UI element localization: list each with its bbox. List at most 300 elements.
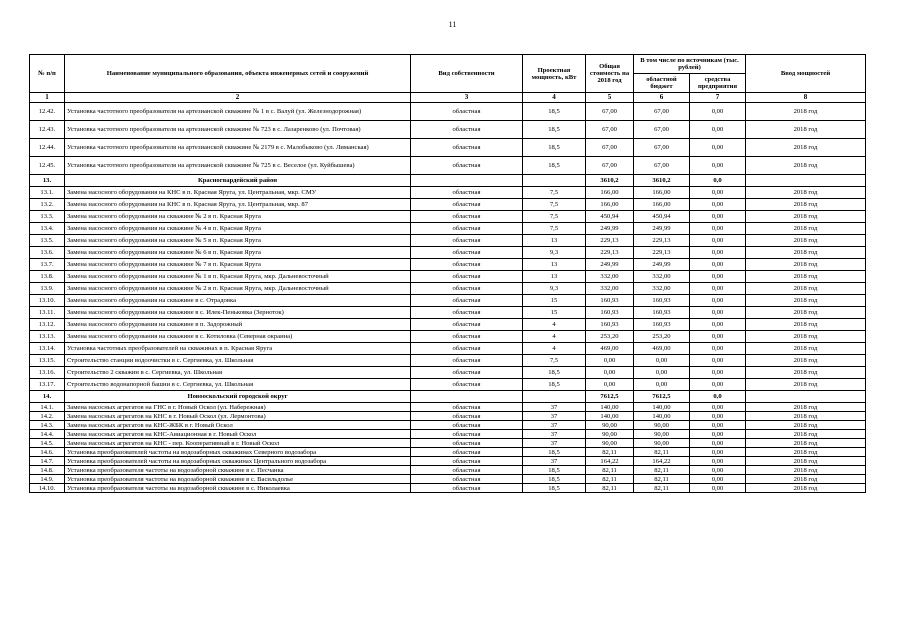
cell-budget: 82,11 [634, 448, 690, 457]
cell-power: 15 [523, 295, 586, 307]
header-budget: областной бюджет [634, 74, 690, 93]
cell-budget: 160,93 [634, 319, 690, 331]
cell-year: 2018 год [746, 103, 866, 121]
cell-year: 2018 год [746, 139, 866, 157]
cell-name: Замена насосного оборудования на скважине в с. Илек-Пеньковка (Зерноток) [65, 307, 411, 319]
cell-num: 13.1. [30, 187, 65, 199]
cell-num: 14.2. [30, 412, 65, 421]
cell-budget: 0,00 [634, 379, 690, 391]
table-row [30, 319, 866, 331]
cell-budget: 166,00 [634, 199, 690, 211]
cell-budget: 67,00 [634, 139, 690, 157]
cell-cost: 160,93 [586, 319, 634, 331]
cell-num: 14. [30, 391, 65, 403]
cell-year: 2018 год [746, 121, 866, 139]
cell-year: 2018 год [746, 331, 866, 343]
cell-own: 0,00 [690, 457, 746, 466]
cell-year: 2018 год [746, 430, 866, 439]
table-row [30, 187, 866, 199]
cell-own: 0,0 [690, 175, 746, 187]
cell-own: 0,00 [690, 223, 746, 235]
cell-cost: 253,20 [586, 331, 634, 343]
cell-budget: 90,00 [634, 439, 690, 448]
cell-budget: 0,00 [634, 367, 690, 379]
cell-num: 13.8. [30, 271, 65, 283]
table-body [30, 103, 866, 493]
column-number: 6 [634, 93, 690, 103]
cell-budget: 7612,5 [634, 391, 690, 403]
cell-cost: 82,11 [586, 475, 634, 484]
cell-name: Замена насосных агрегатов на КНС-ЖБК в г. Новый Оскол [65, 421, 411, 430]
cell-name: Установка преобразователя частоты на водозаборной скважине в с. Васильдолье [65, 475, 411, 484]
cell-owner: областная [411, 457, 523, 466]
table-row [30, 475, 866, 484]
cell-cost: 332,00 [586, 271, 634, 283]
cell-budget: 469,00 [634, 343, 690, 355]
cell-name: Установка частотного преобразователя на артезианской скважине № 723 в с. Лазаренково (ул. Почтовая) [65, 121, 411, 139]
cell-power: 13 [523, 271, 586, 283]
cell-own: 0,00 [690, 448, 746, 457]
cell-own: 0,00 [690, 283, 746, 295]
cell-name: Замена насосных агрегатов на ГНС в г. Новый Оскол (ул. Набережная) [65, 403, 411, 412]
table-row [30, 235, 866, 247]
cell-year: 2018 год [746, 283, 866, 295]
cell-year: 2018 год [746, 448, 866, 457]
cell-cost: 3610,2 [586, 175, 634, 187]
cell-name: Замена насосного оборудования на скважине № 1 в п. Красная Яруга, мкр. Дальневосточный [65, 271, 411, 283]
cell-budget: 67,00 [634, 103, 690, 121]
cell-num: 13.9. [30, 283, 65, 295]
cell-owner: областная [411, 223, 523, 235]
column-numbers-row [30, 93, 866, 103]
cell-name: Установка частотного преобразователя на артезианской скважине № 2179 в с. Малобыково (ул. Лиманская) [65, 139, 411, 157]
cell-own: 0,00 [690, 412, 746, 421]
cell-owner: областная [411, 448, 523, 457]
cell-budget: 90,00 [634, 421, 690, 430]
column-number: 4 [523, 93, 586, 103]
cell-budget: 229,13 [634, 235, 690, 247]
cell-year: 2018 год [746, 367, 866, 379]
cell-name: Замена насосного оборудования на скважине № 4 в п. Красная Яруга [65, 223, 411, 235]
cell-own: 0,00 [690, 319, 746, 331]
cell-budget: 82,11 [634, 475, 690, 484]
table-row [30, 430, 866, 439]
cell-owner: областная [411, 259, 523, 271]
cell-budget: 0,00 [634, 355, 690, 367]
cell-cost: 160,93 [586, 307, 634, 319]
cell-owner: областная [411, 271, 523, 283]
cell-num: 13.10. [30, 295, 65, 307]
cell-owner: областная [411, 235, 523, 247]
cell-name: Замена насосного оборудования на скважине № 2 в п. Красная Яруга [65, 211, 411, 223]
cell-cost: 332,00 [586, 283, 634, 295]
cell-budget: 67,00 [634, 121, 690, 139]
section-row [30, 391, 866, 403]
cell-cost: 166,00 [586, 199, 634, 211]
cell-cost: 67,00 [586, 157, 634, 175]
cell-year: 2018 год [746, 319, 866, 331]
cell-power: 7,5 [523, 187, 586, 199]
cell-budget: 332,00 [634, 283, 690, 295]
cell-year: 2018 год [746, 259, 866, 271]
cell-owner: областная [411, 199, 523, 211]
cell-year: 2018 год [746, 247, 866, 259]
cell-own: 0,0 [690, 391, 746, 403]
cell-num: 13.13. [30, 331, 65, 343]
cell-power: 37 [523, 421, 586, 430]
cell-cost: 450,94 [586, 211, 634, 223]
table-row [30, 466, 866, 475]
cell-owner: областная [411, 484, 523, 493]
table-row [30, 343, 866, 355]
cell-year: 2018 год [746, 187, 866, 199]
cell-year: 2018 год [746, 484, 866, 493]
cell-num: 14.1. [30, 403, 65, 412]
cell-own: 0,00 [690, 379, 746, 391]
cell-name: Замена насосных агрегатов на КНС-Авиационная в г. Новый Оскол [65, 430, 411, 439]
cell-num: 14.9. [30, 475, 65, 484]
cell-budget: 164,22 [634, 457, 690, 466]
cell-own: 0,00 [690, 331, 746, 343]
cell-power: 13 [523, 259, 586, 271]
cell-num: 12.44. [30, 139, 65, 157]
cell-power: 18,5 [523, 121, 586, 139]
cell-power [523, 175, 586, 187]
cell-power: 18,5 [523, 484, 586, 493]
cell-owner: областная [411, 379, 523, 391]
cell-name: Установка частотных преобразователей на скважинах в п. Красная Яруга [65, 343, 411, 355]
cell-budget: 160,93 [634, 307, 690, 319]
column-number: 7 [690, 93, 746, 103]
cell-num: 13.6. [30, 247, 65, 259]
cell-year: 2018 год [746, 457, 866, 466]
cell-name: Установка частотного преобразователя на артезианской скважине № 725 в с. Веселое (ул. Куйбышева) [65, 157, 411, 175]
cell-power: 9,3 [523, 247, 586, 259]
cell-num: 13.15. [30, 355, 65, 367]
header-name: Наименование муниципального образования, объекта инженерных сетей и сооружений [65, 55, 411, 93]
cell-own: 0,00 [690, 355, 746, 367]
cell-own: 0,00 [690, 484, 746, 493]
cell-budget: 67,00 [634, 157, 690, 175]
cell-num: 14.5. [30, 439, 65, 448]
cell-budget: 166,00 [634, 187, 690, 199]
cell-owner: областная [411, 187, 523, 199]
cell-power: 18,5 [523, 139, 586, 157]
table-row [30, 484, 866, 493]
cell-budget: 90,00 [634, 430, 690, 439]
cell-budget: 140,00 [634, 403, 690, 412]
cell-power: 7,5 [523, 211, 586, 223]
cell-num: 13. [30, 175, 65, 187]
table-row [30, 121, 866, 139]
cell-owner: областная [411, 421, 523, 430]
cell-num: 13.4. [30, 223, 65, 235]
cell-name: Установка преобразователей частоты на водозаборных скважинах Центрального водозабора [65, 457, 411, 466]
cell-owner: областная [411, 211, 523, 223]
cell-power: 18,5 [523, 448, 586, 457]
column-number: 2 [65, 93, 411, 103]
cell-power: 15 [523, 307, 586, 319]
cell-cost: 82,11 [586, 448, 634, 457]
cell-owner: областная [411, 343, 523, 355]
cell-budget: 3610,2 [634, 175, 690, 187]
table-row [30, 448, 866, 457]
cell-year: 2018 год [746, 223, 866, 235]
table-row [30, 412, 866, 421]
cell-own: 0,00 [690, 307, 746, 319]
cell-budget: 332,00 [634, 271, 690, 283]
header-own: средства предприятия [690, 74, 746, 93]
cell-num: 13.5. [30, 235, 65, 247]
cell-owner: областная [411, 439, 523, 448]
cell-own: 0,00 [690, 466, 746, 475]
cell-own: 0,00 [690, 271, 746, 283]
cell-name: Строительство станции водоочистки в с. Сергиевка, ул. Школьная [65, 355, 411, 367]
cell-num: 12.45. [30, 157, 65, 175]
cell-num: 13.12. [30, 319, 65, 331]
cell-cost: 67,00 [586, 121, 634, 139]
cell-cost: 229,13 [586, 235, 634, 247]
cell-owner: областная [411, 466, 523, 475]
cell-name: Замена насосного оборудования на скважине в п. Задорожный [65, 319, 411, 331]
cell-num: 13.16. [30, 367, 65, 379]
cell-own: 0,00 [690, 367, 746, 379]
cell-num: 13.7. [30, 259, 65, 271]
cell-power: 18,5 [523, 379, 586, 391]
cell-budget: 229,13 [634, 247, 690, 259]
table-row [30, 355, 866, 367]
table-row [30, 457, 866, 466]
cell-owner: областная [411, 355, 523, 367]
cell-power: 4 [523, 319, 586, 331]
cell-own: 0,00 [690, 157, 746, 175]
cell-own: 0,00 [690, 199, 746, 211]
table-row [30, 103, 866, 121]
cell-own: 0,00 [690, 121, 746, 139]
investment-table [29, 54, 866, 493]
cell-power: 37 [523, 403, 586, 412]
cell-name: Красногвардейский район [65, 175, 411, 187]
table-row [30, 439, 866, 448]
cell-power: 4 [523, 331, 586, 343]
cell-cost: 82,11 [586, 484, 634, 493]
cell-num: 13.14. [30, 343, 65, 355]
cell-name: Строительство водонапорной башни в с. Сергиевка, ул. Школьная [65, 379, 411, 391]
cell-owner: областная [411, 247, 523, 259]
cell-name: Установка преобразователя частоты на водозаборной скважине в с. Песчанка [65, 466, 411, 475]
cell-num: 13.3. [30, 211, 65, 223]
cell-cost: 7612,5 [586, 391, 634, 403]
cell-owner [411, 391, 523, 403]
cell-power: 37 [523, 439, 586, 448]
cell-cost: 82,11 [586, 466, 634, 475]
header-cost: Общая стоимость на 2018 год [586, 55, 634, 93]
cell-cost: 0,00 [586, 379, 634, 391]
cell-own: 0,00 [690, 247, 746, 259]
header-sources: В том числе по источникам (тыс. рублей) [634, 55, 746, 74]
cell-name: Замена насосного оборудования на скважине в с. Отрадовка [65, 295, 411, 307]
cell-power: 18,5 [523, 157, 586, 175]
cell-own: 0,00 [690, 139, 746, 157]
cell-num: 12.42. [30, 103, 65, 121]
cell-year: 2018 год [746, 439, 866, 448]
cell-cost: 67,00 [586, 139, 634, 157]
table-row [30, 283, 866, 295]
cell-num: 13.11. [30, 307, 65, 319]
cell-power: 13 [523, 235, 586, 247]
cell-year [746, 175, 866, 187]
cell-name: Установка частотного преобразователя на артезианской скважине № 1 в с. Валуй (ул. Железнодорожная) [65, 103, 411, 121]
cell-name: Новооскольский городской округ [65, 391, 411, 403]
table-row [30, 307, 866, 319]
cell-budget: 140,00 [634, 412, 690, 421]
cell-power: 9,3 [523, 283, 586, 295]
cell-own: 0,00 [690, 103, 746, 121]
cell-num: 13.2. [30, 199, 65, 211]
table-row [30, 139, 866, 157]
cell-year: 2018 год [746, 412, 866, 421]
cell-cost: 140,00 [586, 412, 634, 421]
cell-power: 18,5 [523, 103, 586, 121]
cell-own: 0,00 [690, 403, 746, 412]
table-row [30, 295, 866, 307]
table-row [30, 247, 866, 259]
table-row [30, 211, 866, 223]
cell-owner: областная [411, 121, 523, 139]
cell-budget: 82,11 [634, 484, 690, 493]
cell-name: Замена насосного оборудования на скважине № 5 в п. Красная Яруга [65, 235, 411, 247]
table-row [30, 367, 866, 379]
cell-budget: 249,99 [634, 259, 690, 271]
cell-name: Замена насосного оборудования на скважине в с. Котиловка (Северная окраина) [65, 331, 411, 343]
table-row [30, 157, 866, 175]
cell-name: Замена насосного оборудования на КНС в п. Красная Яруга, ул. Центральная, мкр. СМУ [65, 187, 411, 199]
cell-own: 0,00 [690, 295, 746, 307]
cell-year: 2018 год [746, 211, 866, 223]
cell-name: Установка преобразователей частоты на водозаборных скважинах Северного водозабора [65, 448, 411, 457]
cell-cost: 160,93 [586, 295, 634, 307]
cell-owner: областная [411, 307, 523, 319]
cell-power [523, 391, 586, 403]
cell-cost: 469,00 [586, 343, 634, 355]
table-row [30, 403, 866, 412]
cell-owner: областная [411, 283, 523, 295]
cell-owner: областная [411, 295, 523, 307]
table-row [30, 259, 866, 271]
cell-num: 14.4. [30, 430, 65, 439]
table-row [30, 421, 866, 430]
table-row [30, 331, 866, 343]
cell-cost: 90,00 [586, 430, 634, 439]
cell-budget: 450,94 [634, 211, 690, 223]
cell-year: 2018 год [746, 307, 866, 319]
cell-year: 2018 год [746, 295, 866, 307]
cell-cost: 140,00 [586, 403, 634, 412]
section-row [30, 175, 866, 187]
cell-num: 14.7. [30, 457, 65, 466]
cell-owner: областная [411, 157, 523, 175]
cell-year: 2018 год [746, 379, 866, 391]
header-num: № п/п [30, 55, 65, 93]
cell-power: 37 [523, 412, 586, 421]
cell-num: 12.43. [30, 121, 65, 139]
column-number: 1 [30, 93, 65, 103]
header-owner: Вид собственности [411, 55, 523, 93]
cell-own: 0,00 [690, 430, 746, 439]
cell-name: Замена насосного оборудования на скважине № 2 в п. Красная Яруга, мкр. Дальневосточный [65, 283, 411, 295]
cell-owner: областная [411, 103, 523, 121]
cell-owner: областная [411, 319, 523, 331]
cell-owner: областная [411, 139, 523, 157]
cell-own: 0,00 [690, 475, 746, 484]
cell-name: Установка преобразователя частоты на водозаборной скважине в с. Николаевка [65, 484, 411, 493]
column-number: 3 [411, 93, 523, 103]
cell-cost: 0,00 [586, 355, 634, 367]
cell-power: 18,5 [523, 367, 586, 379]
page-number: 11 [448, 20, 457, 29]
cell-owner: областная [411, 331, 523, 343]
cell-num: 14.8. [30, 466, 65, 475]
cell-year: 2018 год [746, 403, 866, 412]
cell-owner: областная [411, 412, 523, 421]
cell-own: 0,00 [690, 421, 746, 430]
header-commission: Ввод мощностей [746, 55, 866, 93]
cell-year: 2018 год [746, 157, 866, 175]
table-row [30, 199, 866, 211]
cell-year: 2018 год [746, 421, 866, 430]
table-row [30, 223, 866, 235]
column-number: 5 [586, 93, 634, 103]
cell-name: Замена насосных агрегатов на КНС - пер. Кооперативный в г. Новый Оскол [65, 439, 411, 448]
cell-owner [411, 175, 523, 187]
cell-power: 18,5 [523, 475, 586, 484]
cell-cost: 249,99 [586, 223, 634, 235]
cell-num: 14.6. [30, 448, 65, 457]
cell-own: 0,00 [690, 187, 746, 199]
cell-owner: областная [411, 430, 523, 439]
cell-budget: 253,20 [634, 331, 690, 343]
cell-cost: 164,22 [586, 457, 634, 466]
cell-own: 0,00 [690, 259, 746, 271]
cell-owner: областная [411, 475, 523, 484]
cell-year: 2018 год [746, 235, 866, 247]
cell-name: Строительство 2 скважин в с. Сергиевка, ул. Школьная [65, 367, 411, 379]
cell-year: 2018 год [746, 271, 866, 283]
cell-budget: 160,93 [634, 295, 690, 307]
cell-year: 2018 год [746, 355, 866, 367]
cell-cost: 249,99 [586, 259, 634, 271]
cell-num: 14.10. [30, 484, 65, 493]
cell-cost: 90,00 [586, 421, 634, 430]
cell-power: 37 [523, 457, 586, 466]
cell-own: 0,00 [690, 235, 746, 247]
cell-cost: 166,00 [586, 187, 634, 199]
cell-own: 0,00 [690, 343, 746, 355]
cell-cost: 90,00 [586, 439, 634, 448]
cell-power: 37 [523, 430, 586, 439]
cell-year: 2018 год [746, 343, 866, 355]
cell-year [746, 391, 866, 403]
cell-cost: 67,00 [586, 103, 634, 121]
cell-year: 2018 год [746, 466, 866, 475]
cell-budget: 82,11 [634, 466, 690, 475]
cell-name: Замена насосных агрегатов на КНС в г. Новый Оскол (ул. Лермонтова) [65, 412, 411, 421]
cell-num: 13.17. [30, 379, 65, 391]
cell-cost: 229,13 [586, 247, 634, 259]
column-number: 8 [746, 93, 866, 103]
cell-owner: областная [411, 403, 523, 412]
cell-owner: областная [411, 367, 523, 379]
